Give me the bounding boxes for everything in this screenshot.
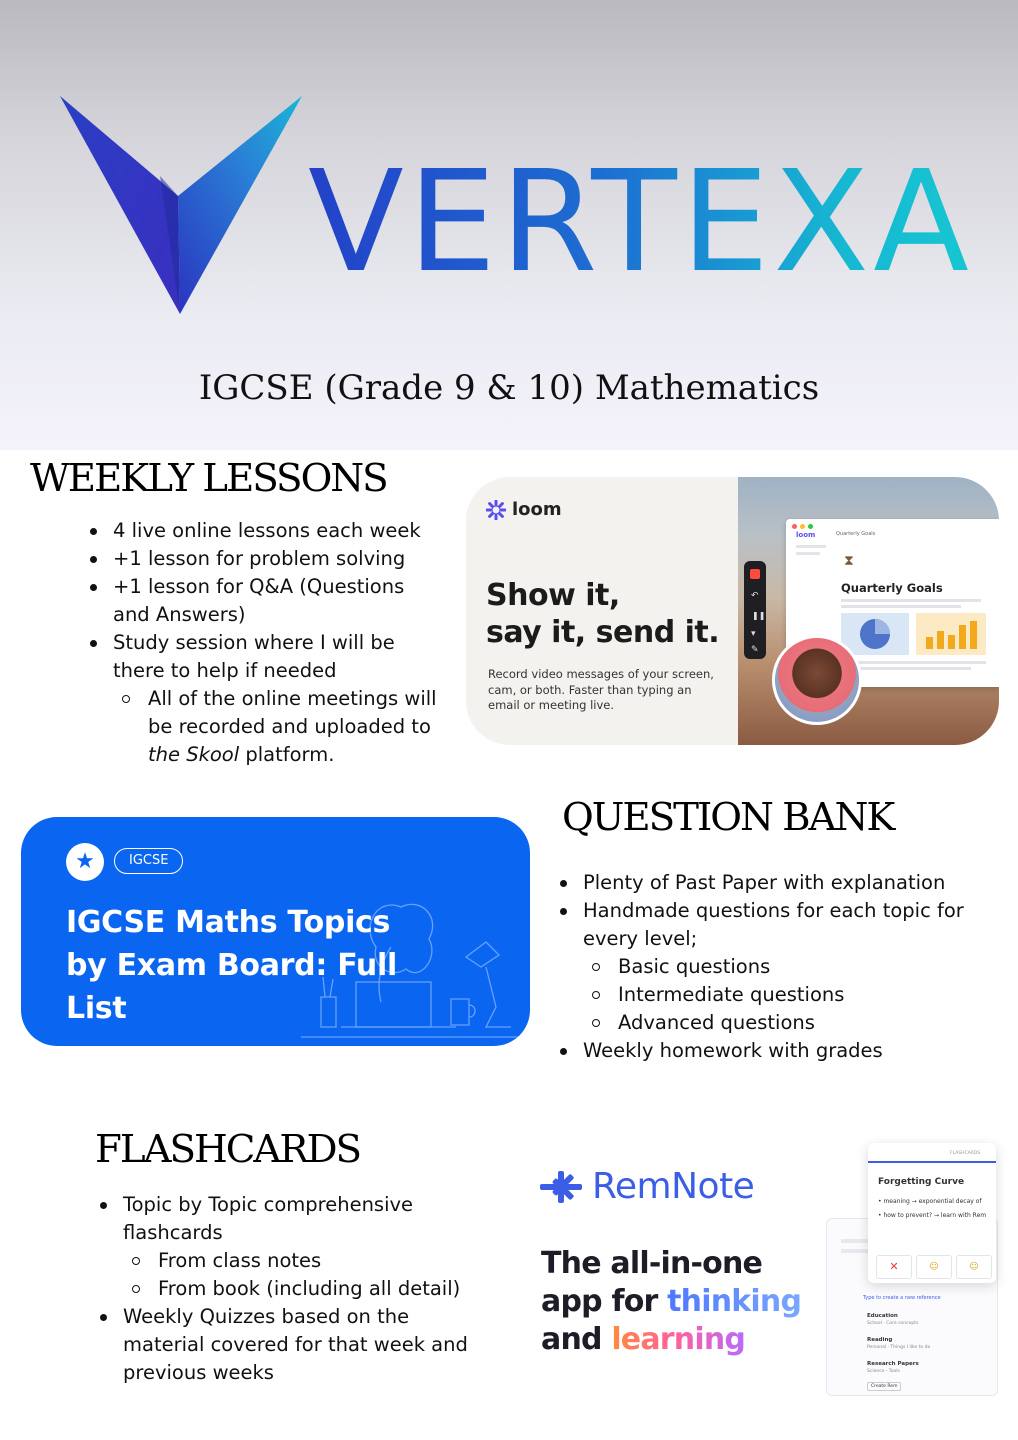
list-item: +1 lesson for Q&A (Questions and Answers) (85, 573, 445, 629)
brand-wordmark: VERTEXA (308, 141, 973, 304)
create-rem-button: Create Rem (867, 1382, 901, 1391)
list-item: Advanced questions (555, 1009, 985, 1037)
loom-logo (486, 499, 562, 520)
hourglass-icon: ⧗ (844, 553, 854, 569)
tagline-text: and (541, 1322, 612, 1357)
doc-reference-line: Type to create a new reference (863, 1295, 941, 1301)
list-item: +1 lesson for problem solving (85, 545, 445, 573)
sidebar-line (796, 552, 820, 555)
list-item: Intermediate questions (555, 981, 985, 1009)
card-line-1-text: meaning → exponential decay of (883, 1198, 982, 1205)
loom-headline-line-2: say it, send it. (486, 615, 720, 650)
vertexa-v-logo-icon (60, 96, 302, 316)
remnote-tagline (541, 1245, 801, 1359)
list-item: 4 live online lessons each week (85, 517, 445, 545)
question-bank-list (555, 869, 985, 1065)
list-item (85, 685, 445, 769)
loom-promo-card (466, 477, 999, 745)
question-bank-title: QUESTION BANK (562, 795, 894, 839)
doc-sub-research: Science · Tools (867, 1369, 900, 1374)
loom-burst-icon (486, 500, 506, 520)
list-item: Weekly homework with grades (555, 1037, 985, 1065)
window-loom-label: loom (796, 531, 816, 539)
igcse-tag-badge: IGCSE (114, 848, 183, 874)
weekly-lessons-list (85, 517, 445, 769)
text-line (841, 599, 981, 602)
doc-heading-research: Research Papers (867, 1361, 919, 1367)
tagline-learning: learning (611, 1322, 746, 1357)
flashcards-list (95, 1191, 475, 1387)
bar-chart-panel (916, 613, 986, 655)
remnote-logo-icon (540, 1171, 582, 1203)
progress-line (868, 1161, 996, 1163)
igcse-card-title: IGCSE Maths Topics by Exam Board: Full List (66, 905, 397, 1026)
recording-toolbar (744, 561, 766, 659)
list-item: Study session where I will be there to help if needed (85, 629, 445, 685)
loom-logo-text: loom (512, 499, 562, 520)
list-item: Handmade questions for each topic for every level; (555, 897, 985, 953)
tagline-text: app for (541, 1284, 668, 1319)
card-line-1: • meaning → exponential decay of (878, 1198, 982, 1205)
list-item-text-end: platform. (239, 743, 335, 766)
pause-icon: ❚❚ (752, 611, 766, 620)
page-subtitle: IGCSE (Grade 9 & 10) Mathematics (198, 368, 820, 408)
loom-headline (486, 577, 719, 651)
window-controls (792, 524, 813, 529)
window-tab-label: Quarterly Goals (836, 531, 876, 537)
flashcards-title: FLASHCARDS (95, 1127, 361, 1171)
list-item-text: All of the online meetings will be recorded and uploaded to (148, 687, 437, 738)
doc-heading-education: Education (867, 1313, 898, 1319)
quarterly-goals-title: Quarterly Goals (841, 581, 943, 595)
list-item: From class notes (95, 1247, 475, 1275)
bar-chart-icon (916, 613, 986, 655)
sidebar-line (796, 545, 826, 548)
doc-sub-reading: Personal · Things I like to do (867, 1345, 931, 1350)
pie-chart-panel (841, 613, 909, 655)
record-stop-icon (750, 569, 760, 579)
list-item: Basic questions (555, 953, 985, 981)
loom-description: Record video messages of your screen, cam, or both. Faster than typing an email or meeting live. (488, 667, 714, 712)
remnote-flashcard-screenshot (868, 1143, 996, 1283)
hard-icon: ☺ (916, 1255, 952, 1279)
text-line (841, 661, 986, 664)
tagline-line-2 (541, 1283, 801, 1321)
flashcards-tab: FLASHCARDS (950, 1151, 981, 1156)
loom-headline-line-1: Show it, (486, 578, 620, 613)
list-item: From book (including all detail) (95, 1275, 475, 1303)
trash-icon: ▾ (751, 629, 756, 639)
good-icon: ☺ (956, 1255, 992, 1279)
tagline-thinking: thinking (667, 1284, 802, 1319)
doc-sub-education: School · Core concepts (867, 1321, 919, 1326)
weekly-lessons-title: WEEKLY LESSONS (30, 456, 387, 500)
star-icon: ★ (66, 843, 104, 881)
pie-chart-icon (841, 613, 909, 655)
list-item: Weekly Quizzes based on the material covered for that week and previous weeks (95, 1303, 475, 1387)
skool-platform-name: the Skool (148, 743, 240, 766)
tagline-line-1: The all-in-one (541, 1246, 763, 1281)
pen-icon: ✎ (751, 645, 759, 655)
doc-heading-reading: Reading (867, 1337, 893, 1343)
forgot-icon: ✕ (876, 1255, 912, 1279)
undo-icon: ↶ (751, 591, 759, 601)
presenter-avatar (772, 635, 862, 725)
card-line-2-text: how to prevent? → learn with Rem (883, 1212, 987, 1219)
text-line (841, 605, 961, 608)
remnote-logo-text: RemNote (592, 1166, 755, 1207)
forgetting-curve-title: Forgetting Curve (878, 1177, 965, 1187)
igcse-topics-card[interactable] (21, 817, 530, 1046)
list-item: Plenty of Past Paper with explanation (555, 869, 985, 897)
remnote-logo (540, 1166, 754, 1207)
card-line-2: • how to prevent? → learn with Rem (878, 1212, 987, 1219)
list-item: Topic by Topic comprehensive flashcards (95, 1191, 475, 1247)
tagline-line-3 (541, 1321, 801, 1359)
